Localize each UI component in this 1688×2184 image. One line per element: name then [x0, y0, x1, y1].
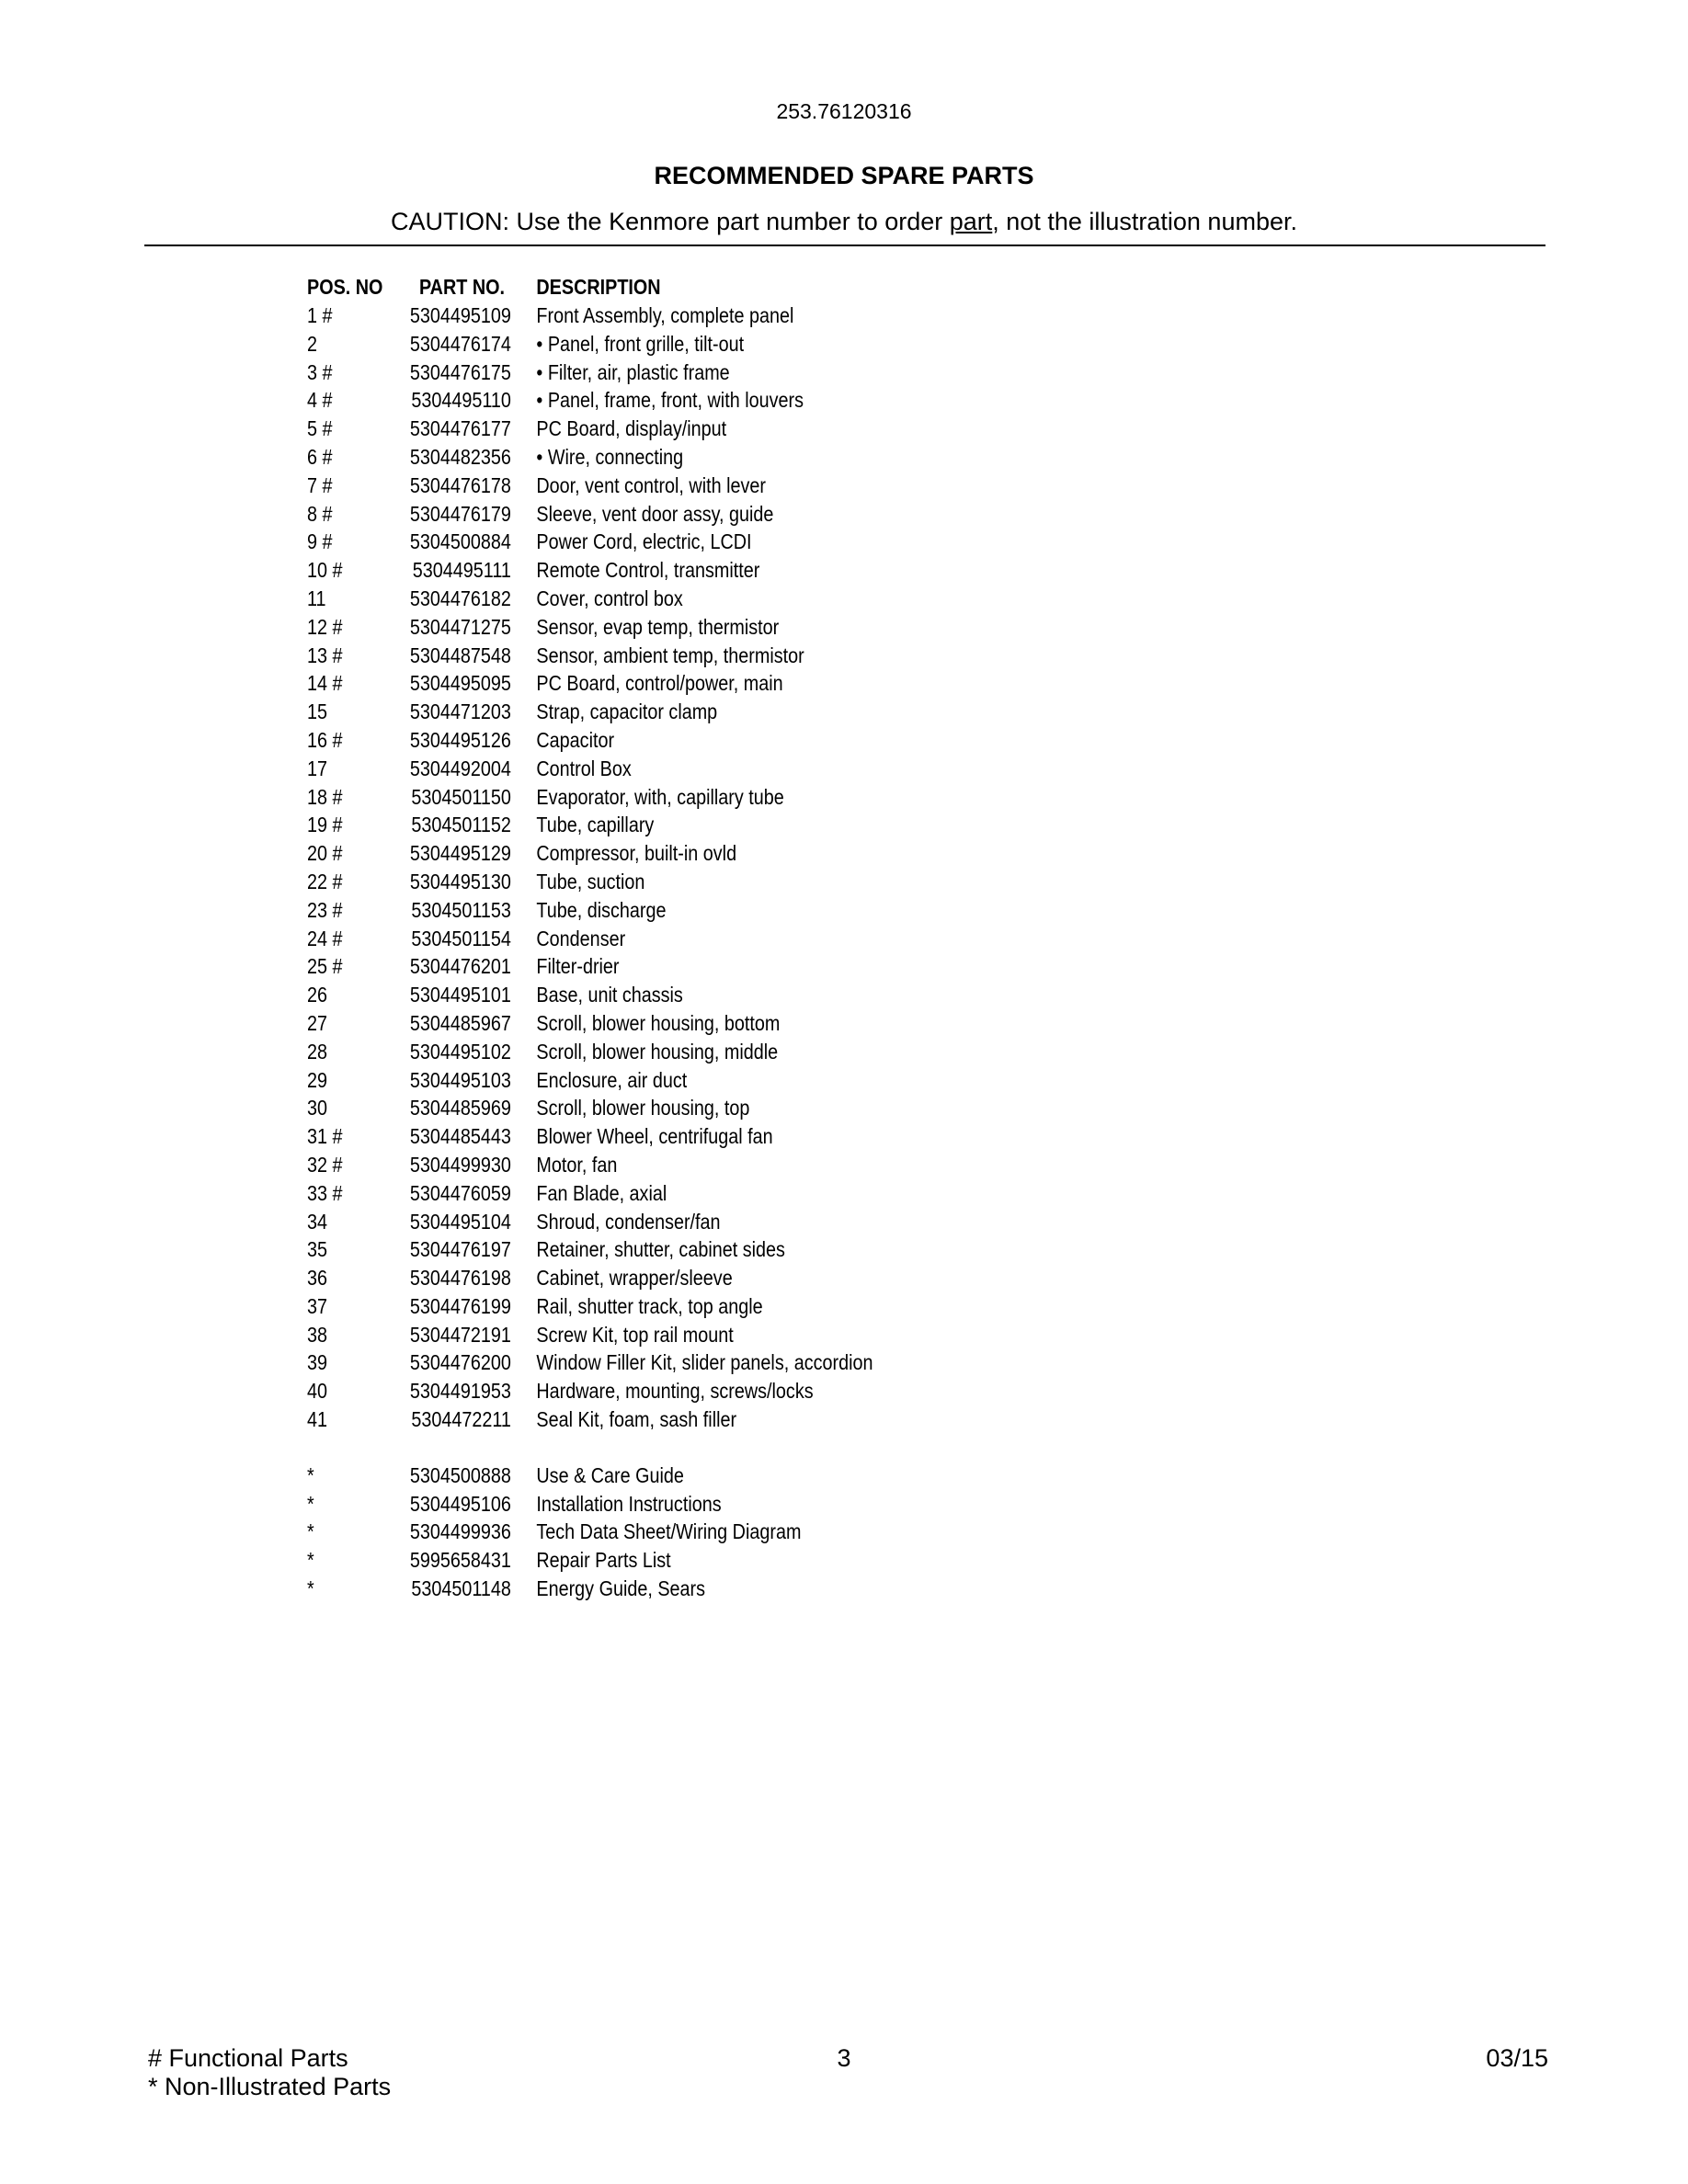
description-cell: Rail, shutter track, top angle [536, 1293, 763, 1318]
pos-no-cell: 30 [307, 1096, 328, 1120]
part-no-cell: 5304495106 [409, 1491, 511, 1516]
description-cell: Retainer, shutter, cabinet sides [536, 1237, 785, 1262]
pos-no-cell: 17 [307, 756, 328, 780]
part-no-cell: 5304476174 [409, 331, 511, 356]
description-cell: Use & Care Guide [536, 1462, 684, 1487]
description-cell: Enclosure, air duct [536, 1067, 688, 1092]
pos-no-cell: 8 # [307, 501, 333, 526]
part-no-cell: 5304495104 [409, 1209, 511, 1234]
column-header-part-no: PART NO. [418, 275, 505, 299]
pos-no-cell: 10 # [307, 558, 343, 583]
part-no-cell: 5304500884 [409, 529, 511, 554]
pos-no-cell: 37 [307, 1293, 328, 1318]
description-cell: Tube, discharge [536, 897, 667, 922]
part-no-cell: 5304495126 [409, 727, 511, 752]
part-no-cell: 5304485969 [409, 1096, 511, 1120]
description-cell: Cabinet, wrapper/sleeve [536, 1266, 733, 1291]
description-cell: Remote Control, transmitter [536, 558, 760, 583]
pos-no-cell: * [307, 1576, 314, 1601]
part-no-cell: 5304487548 [409, 643, 511, 667]
description-cell: Screw Kit, top rail mount [536, 1322, 734, 1347]
description-cell: Base, unit chassis [536, 983, 683, 1007]
pos-no-cell: 3 # [307, 359, 333, 384]
caution-note [0, 208, 1688, 236]
part-no-cell: 5304499936 [409, 1519, 511, 1544]
description-cell: Blower Wheel, centrifugal fan [536, 1124, 773, 1149]
part-no-cell: 5304485967 [409, 1010, 511, 1035]
pos-no-cell: 15 [307, 700, 328, 724]
revision-date: 03/15 [1486, 2044, 1548, 2072]
pos-no-cell: 36 [307, 1266, 328, 1291]
pos-no-cell: 18 # [307, 784, 343, 809]
description-cell: • Panel, frame, front, with louvers [536, 388, 804, 413]
pos-no-cell: 39 [307, 1350, 328, 1375]
part-no-cell: 5304491953 [409, 1379, 511, 1404]
part-no-cell: 5304471275 [409, 614, 511, 639]
pos-no-cell: 7 # [307, 472, 333, 497]
description-cell: Sleeve, vent door assy, guide [536, 501, 774, 526]
pos-no-cell: 27 [307, 1010, 328, 1035]
pos-no-cell: 23 # [307, 897, 343, 922]
description-cell: Door, vent control, with lever [536, 472, 766, 497]
part-no-cell: 5304471203 [409, 700, 511, 724]
part-no-cell: 5304501154 [411, 926, 511, 950]
description-cell: PC Board, display/input [536, 416, 727, 441]
pos-no-cell: 32 # [307, 1152, 343, 1177]
part-no-cell: 5304495109 [409, 303, 511, 327]
description-cell: Motor, fan [536, 1152, 618, 1177]
part-no-cell: 5304476178 [409, 472, 511, 497]
description-cell: Control Box [536, 756, 632, 780]
pos-no-cell: 12 # [307, 614, 343, 639]
part-no-cell: 5304472211 [411, 1407, 511, 1432]
part-no-cell: 5304476177 [409, 416, 511, 441]
description-cell: Scroll, blower housing, top [536, 1096, 750, 1120]
description-cell: Hardware, mounting, screws/locks [536, 1379, 814, 1404]
part-no-cell: 5304482356 [409, 444, 511, 469]
part-no-cell: 5304495103 [409, 1067, 511, 1092]
description-cell: Tech Data Sheet/Wiring Diagram [536, 1519, 802, 1544]
description-cell: Sensor, evap temp, thermistor [536, 614, 780, 639]
description-cell: Scroll, blower housing, bottom [536, 1010, 781, 1035]
header-divider [144, 245, 1545, 246]
part-no-cell: 5304476179 [409, 501, 511, 526]
description-cell: PC Board, control/power, main [536, 671, 783, 696]
part-no-cell: 5304476175 [409, 359, 511, 384]
pos-no-cell: 28 [307, 1039, 328, 1064]
description-cell: Filter-drier [536, 954, 620, 979]
pos-no-cell: 1 # [307, 303, 333, 327]
pos-no-cell: 34 [307, 1209, 328, 1234]
pos-no-cell: 41 [307, 1407, 328, 1432]
description-cell: Compressor, built-in ovld [536, 841, 737, 866]
part-no-cell: 5304476197 [409, 1237, 511, 1262]
part-no-cell: 5304485443 [409, 1124, 511, 1149]
description-cell: Installation Instructions [536, 1491, 722, 1516]
description-cell: Front Assembly, complete panel [536, 303, 794, 327]
description-cell: • Panel, front grille, tilt-out [536, 331, 745, 356]
part-no-cell: 5304476201 [409, 954, 511, 979]
part-no-cell: 5304476198 [409, 1266, 511, 1291]
description-cell: Power Cord, electric, LCDI [536, 529, 752, 554]
pos-no-cell: * [307, 1519, 314, 1544]
model-number: 253.76120316 [776, 99, 912, 123]
part-no-cell: 5304492004 [409, 756, 511, 780]
pos-no-cell: 5 # [307, 416, 333, 441]
part-no-cell: 5304472191 [409, 1322, 511, 1347]
legend-functional-parts: # Functional Parts [148, 2044, 348, 2072]
description-cell: Capacitor [536, 727, 615, 752]
page-number: 3 [837, 2044, 851, 2072]
part-no-cell: 5304501150 [411, 784, 511, 809]
pos-no-cell: 31 # [307, 1124, 343, 1149]
pos-no-cell: 38 [307, 1322, 328, 1347]
description-cell: Evaporator, with, capillary tube [536, 784, 784, 809]
description-cell: Scroll, blower housing, middle [536, 1039, 779, 1064]
part-no-cell: 5304495129 [409, 841, 511, 866]
pos-no-cell: 20 # [307, 841, 343, 866]
pos-no-cell: 6 # [307, 444, 333, 469]
pos-no-cell: 26 [307, 983, 328, 1007]
pos-no-cell: 24 # [307, 926, 343, 950]
part-no-cell: 5304495095 [409, 671, 511, 696]
part-no-cell: 5304476182 [409, 586, 511, 610]
part-no-cell: 5304476199 [409, 1293, 511, 1318]
part-no-cell: 5304500888 [409, 1462, 511, 1487]
description-cell: Condenser [536, 926, 626, 950]
pos-no-cell: 4 # [307, 388, 333, 413]
description-cell: Window Filler Kit, slider panels, accordion [536, 1350, 873, 1375]
pos-no-cell: 11 [307, 586, 326, 610]
column-header-pos-no: POS. NO [307, 275, 383, 299]
pos-no-cell: * [307, 1548, 314, 1573]
description-cell: Strap, capacitor clamp [536, 700, 718, 724]
description-cell: • Filter, air, plastic frame [536, 359, 730, 384]
part-no-cell: 5304501152 [411, 813, 511, 837]
description-cell: Seal Kit, foam, sash filler [536, 1407, 737, 1432]
description-cell: Tube, suction [536, 869, 645, 893]
part-no-cell: 5304495102 [409, 1039, 511, 1064]
description-cell: Cover, control box [536, 586, 683, 610]
description-cell: Repair Parts List [536, 1548, 671, 1573]
part-no-cell: 5995658431 [409, 1548, 511, 1573]
description-cell: • Wire, connecting [536, 444, 684, 469]
pos-no-cell: 16 # [307, 727, 343, 752]
pos-no-cell: 9 # [307, 529, 333, 554]
part-no-cell: 5304501148 [411, 1576, 511, 1601]
part-no-cell: 5304501153 [411, 897, 511, 922]
part-no-cell: 5304495101 [409, 983, 511, 1007]
part-no-cell: 5304495111 [412, 558, 511, 583]
pos-no-cell: 25 # [307, 954, 343, 979]
description-cell: Shroud, condenser/fan [536, 1209, 721, 1234]
pos-no-cell: 14 # [307, 671, 343, 696]
pos-no-cell: 13 # [307, 643, 343, 667]
pos-no-cell: 2 [307, 331, 318, 356]
caution-text-before: CAUTION: Use the Kenmore part number to order [391, 208, 950, 235]
pos-no-cell: * [307, 1491, 314, 1516]
pos-no-cell: 22 # [307, 869, 343, 893]
caution-text-after: , not the illustration number. [992, 208, 1297, 235]
pos-no-cell: 29 [307, 1067, 328, 1092]
description-cell: Energy Guide, Sears [536, 1576, 706, 1601]
page-title: RECOMMENDED SPARE PARTS [654, 162, 1034, 189]
part-no-cell: 5304476200 [409, 1350, 511, 1375]
description-cell: Tube, capillary [536, 813, 655, 837]
pos-no-cell: * [307, 1462, 314, 1487]
pos-no-cell: 35 [307, 1237, 328, 1262]
part-no-cell: 5304476059 [409, 1180, 511, 1205]
legend-non-illustrated-parts: * Non-Illustrated Parts [148, 2073, 392, 2100]
pos-no-cell: 19 # [307, 813, 343, 837]
description-cell: Fan Blade, axial [536, 1180, 667, 1205]
caution-text-underlined: part [949, 208, 993, 235]
pos-no-cell: 33 # [307, 1180, 343, 1205]
part-no-cell: 5304499930 [409, 1152, 511, 1177]
description-cell: Sensor, ambient temp, thermistor [536, 643, 804, 667]
pos-no-cell: 40 [307, 1379, 328, 1404]
part-no-cell: 5304495130 [409, 869, 511, 893]
column-header-description: DESCRIPTION [536, 275, 661, 299]
part-no-cell: 5304495110 [411, 388, 511, 413]
